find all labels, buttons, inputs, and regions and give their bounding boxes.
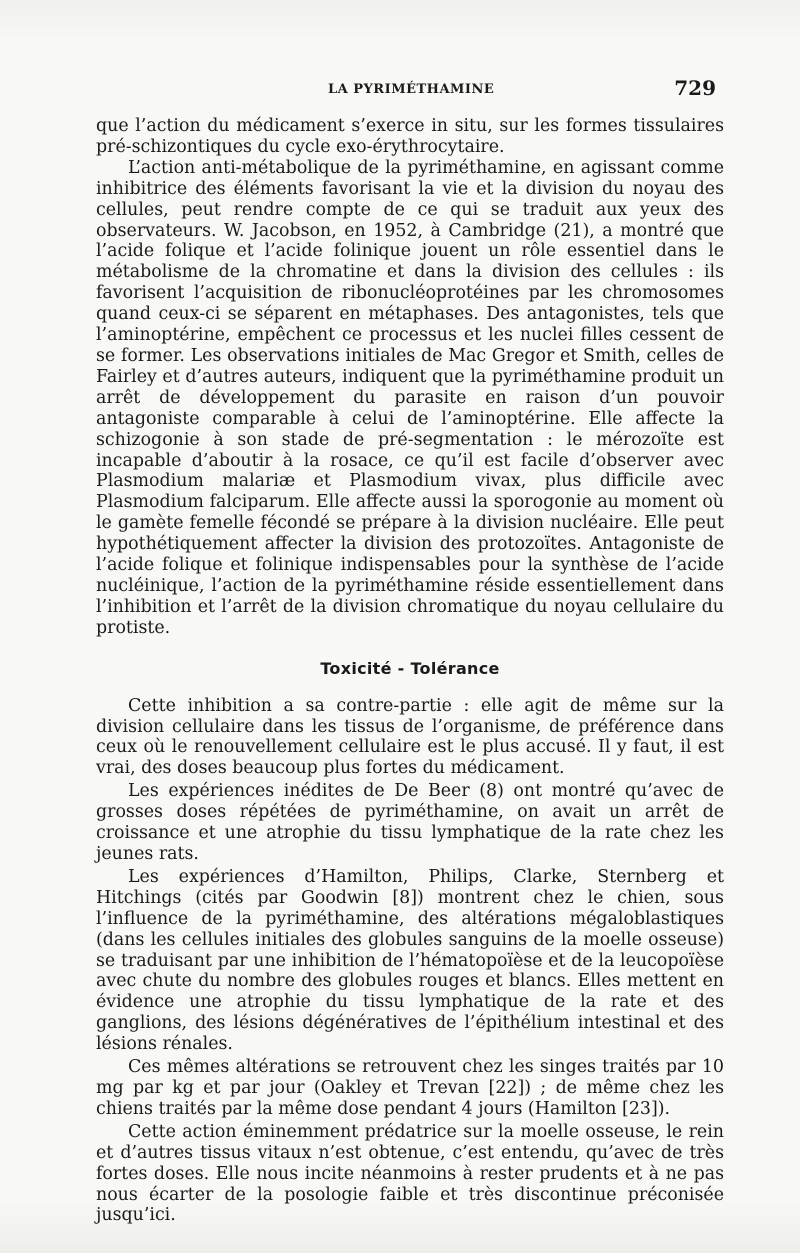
text-body (96, 116, 724, 1226)
paragraph-inhibition: Cette inhibition a sa contre-partie : elle agit de même sur la division cellulaire dans les tissus de l’organisme, de préférence dans ceux où le renouvellement cellulaire est le plus accusé. Il y faut, il est vrai, des doses beaucoup plus fortes du médicament. (96, 695, 724, 779)
paragraph-monkeys: Ces mêmes altérations se retrouvent chez les singes traités par 10 mg par kg et par jour (Oakley et Trevan [22]) ; de même chez les chiens traités par la même dose pendant 4 jours (Hamilton [23]). (96, 1057, 724, 1119)
paragraph-antimetabolic-action: L’action anti-métabolique de la pyriméthamine, en agissant comme inhibitrice des éléments favorisant la vie et la division du noyau des cellules, peut rendre compte de ce qui se traduit aux yeux des observateurs. W. Jacobson, en 1952, à Cambridge (21), a montré que l’acide folique et l’acide folinique jouent un rôle essentiel dans le métabolisme de la chromatine et dans la division des cellules : ils favorisent l’acquisition de ribonucléoprotéines par les chromosomes quand ceux-ci se séparent en métaphases. Des antagonistes, tels que l’aminoptérine, empêchent ce processus et les nuclei filles cessent de se former. Les observations initiales de Mac Gregor et Smith, celles de Fairley et d’autres auteurs, indiquent que la pyriméthamine produit un arrêt de développement du parasite en raison d’un pouvoir antagoniste comparable à celui de l’aminoptérine. Elle affecte la schizogonie à son stade de pré-segmentation : le mérozoïte est incapable d’aboutir à la rosace, ce qu’il est facile d’observer avec Plasmodium malariæ et Plasmodium vivax, plus difficile avec Plasmodium falciparum. Elle affecte aussi la sporogonie au moment où le gamète femelle fécondé se prépare à la division nucléaire. Elle peut hypothétiquement affecter la division des protozoïtes. Antagoniste de l’acide folique et folinique indispensables pour la synthèse de l’acide nucléinique, l’action de la pyriméthamine réside essentiellement dans l’inhibition et l’arrêt de la division chromatique du noyau cellulaire du protiste. (96, 157, 724, 638)
paragraph-continuation: que l’action du médicament s’exerce in situ, sur les formes tissulaires pré-schizontiques du cycle exo-érythrocytaire. (96, 116, 724, 157)
paragraph-de-beer: Les expériences inédites de De Beer (8) ont montré qu’avec de grosses doses répétées de pyriméthamine, on avait un arrêt de croissance et une atrophie du tissu lymphatique de la rate chez les jeunes rats. (96, 781, 724, 864)
section-heading: Toxicité - Tolérance (320, 658, 500, 678)
page-header (96, 76, 720, 102)
paragraph-conclusion: Cette action éminemment prédatrice sur la moelle osseuse, le rein et d’autres tissus vitaux n’est obtenue, c’est entendu, qu’avec de très fortes doses. Elle nous incite néanmoins à rester prudents et à ne pas nous écarter de la posologie faible et très discontinue préconisée jusqu’ici. (96, 1121, 724, 1226)
running-title: LA PYRIMÉTHAMINE (328, 82, 495, 97)
page-number: 729 (674, 76, 716, 100)
paragraph-hamilton-dogs: Les expériences d’Hamilton, Philips, Clarke, Sternberg et Hitchings (cités par Goodwin [8]) montrent chez le chien, sous l’influence de la pyriméthamine, des altérations mégaloblastiques (dans les cellules initiales des globules sanguins de la moelle osseuse) se traduisant par une inhibition de l’hématopoïèse et de la leucopoïèse avec chute du nombre des globules rouges et blancs. Elles mettent en évidence une atrophie du tissu lymphatique de la rate et des ganglions, des lésions dégénératives de l’épithélium intestinal et des lésions rénales. (96, 866, 724, 1055)
